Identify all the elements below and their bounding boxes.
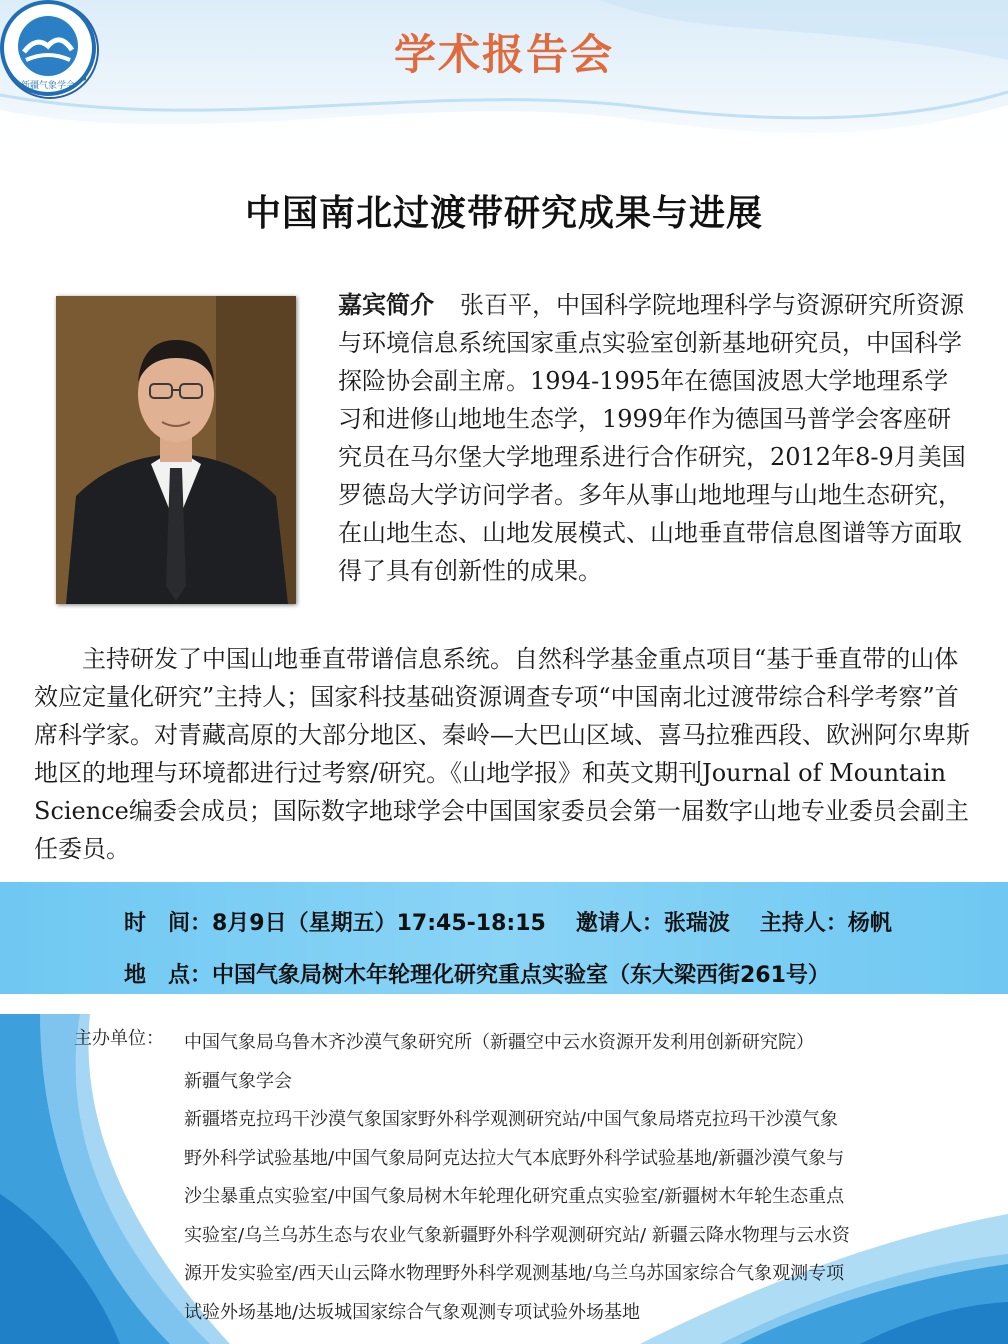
page-header-title: 学术报告会 [393,30,614,79]
top-banner [0,0,1008,170]
bio-paragraph-1: 张百平，中国科学院地理科学与资源研究所资源与环境信息系统国家重点实验室创新基地研究员，中国科学探险协会副主席。1994-1995年在德国波恩大学地理系学习和进修山地地生态学，1999年作为德国马普学会客座研究员在马尔堡大学地理系进行合作研究，2012年8-9月美国罗德岛大学访问学者。多年从事山地地理与山地生态研究，在山地生态、山地发展模式、山地垂直带信息图谱等方面取得了具有创新性的成果。 [338,291,966,585]
speaker-bio [338,286,968,590]
event-host: 主持人：杨帆 [759,911,892,936]
event-time: 时 间：8月9日（星期五）17:45-18:15 [124,911,546,936]
event-place: 地 点：中国气象局树木年轮理化研究重点实验室（东大梁西街261号） [124,963,830,988]
svg-text:新疆气象学会: 新疆气象学会 [20,81,76,91]
organizer-line: 沙尘暴重点实验室/中国气象局树木年轮理化研究重点实验室/新疆树木年轮生态重点 [184,1186,845,1207]
organizer-line: 试验外场基地/达坂城国家综合气象观测专项试验外场基地 [184,1301,641,1323]
talk-title: 中国南北过渡带研究成果与进展 [244,193,763,234]
organizer-line: 中国气象局乌鲁木齐沙漠气象研究所（新疆空中云水资源开发利用创新研究院） [184,1032,814,1053]
bio-paragraph-2: 主持研发了中国山地垂直带谱信息系统。自然科学基金重点项目“基于垂直带的山体效应定量化研究”主持人；国家科技基础资源调查专项“中国南北过渡带综合科学考察”首席科学家。对青藏高原的大部分地区、秦岭—大巴山区域、喜马拉雅西段、欧洲阿尔卑斯地区的地理与环境都进行过考察/研究。《山地学报》和英文期刊Journal of Mountain Science编委会成员；国际数字地球学会中国国家委员会第一届数字山地专业委员会副主任委员。 [34,645,970,863]
organizer-line: 新疆气象学会 [184,1070,292,1092]
bio-label: 嘉宾简介 [338,291,434,319]
organizer-line: 新疆塔克拉玛干沙漠气象国家野外科学观测研究站/中国气象局塔克拉玛干沙漠气象 [184,1109,839,1130]
event-time-line [124,906,892,937]
speaker-photo [56,296,296,604]
meteorological-society-logo [0,0,96,96]
organizers-list [184,1024,976,1332]
event-inviter: 邀请人：张瑞波 [575,911,730,936]
organizer-line: 野外科学试验基地/中国气象局阿克达拉大气本底野外科学试验基地/新疆沙漠气象与 [184,1147,845,1169]
organizer-line: 实验室/乌兰乌苏生态与农业气象新疆野外科学观测研究站/ 新疆云降水物理与云水资 [184,1224,850,1246]
organizer-line: 源开发实验室/西天山云降水物理野外科学观测基地/乌兰乌苏国家综合气象观测专项 [184,1263,845,1284]
organizers-label: 主办单位： [74,1028,164,1049]
